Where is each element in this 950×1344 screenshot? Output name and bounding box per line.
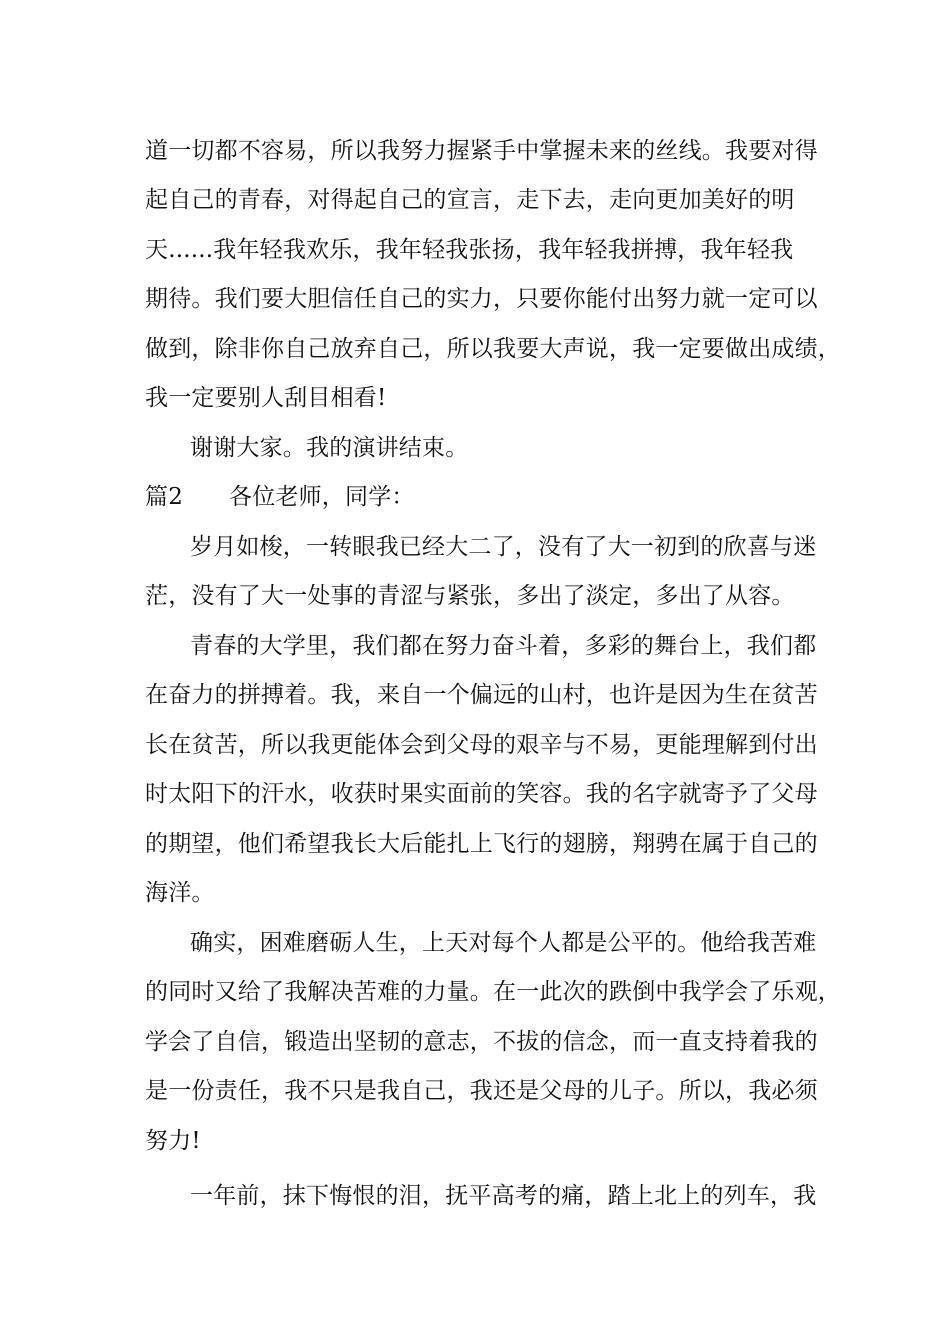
text-line: 我一定要别人刮目相看!	[145, 385, 387, 411]
section-heading-text: 各位老师，同学：	[229, 484, 415, 510]
text-line: 做到，除非你自己放弃自己，所以我要大声说，我一定要做出成绩，	[145, 336, 841, 362]
paragraph-start-line: 确实，困难磨砺人生，上天对每个人都是公平的。他给我苦难	[190, 930, 817, 956]
text-line: 的同时又给了我解决苦难的力量。在一此次的跌倒中我学会了乐观，	[145, 979, 841, 1005]
text-line: 起自己的青春，对得起自己的宣言，走下去，走向更加美好的明	[145, 187, 795, 213]
section-heading-label: 篇2	[145, 484, 184, 510]
text-line: 天......我年轻我欢乐，我年轻我张扬，我年轻我拼搏，我年轻我	[145, 237, 794, 263]
text-line: 的期望，他们希望我长大后能扎上飞行的翅膀，翔骋在属于自己的	[145, 831, 818, 857]
text-line: 长在贫苦，所以我更能体会到父母的艰辛与不易，更能理解到付出	[145, 732, 818, 758]
text-line: 期待。我们要大胆信任自己的实力，只要你能付出努力就一定可以	[145, 286, 818, 312]
text-line: 道一切都不容易，所以我努力握紧手中掌握未来的丝线。我要对得	[145, 138, 818, 164]
text-line: 时太阳下的汗水，收获时果实面前的笑容。我的名字就寄予了父母	[145, 781, 818, 807]
text-line: 在奋力的拼搏着。我，来自一个偏远的山村，也许是因为生在贫苦	[145, 682, 818, 708]
text-line: 努力!	[145, 1128, 201, 1154]
text-line: 茫，没有了大一处事的青涩与紧张，多出了淡定，多出了从容。	[145, 583, 795, 609]
paragraph-start-line: 谢谢大家。我的演讲结束。	[190, 435, 469, 461]
paragraph-start-line: 青春的大学里，我们都在努力奋斗着，多彩的舞台上，我们都	[190, 633, 817, 659]
text-line: 学会了自信，锻造出坚韧的意志，不拔的信念，而一直支持着我的	[145, 1029, 818, 1055]
paragraph-start-line: 一年前，抹下悔恨的泪，抚平高考的痛，踏上北上的列车，我	[190, 1183, 817, 1209]
text-line: 海洋。	[145, 880, 215, 906]
paragraph-start-line: 岁月如梭，一转眼我已经大二了，没有了大一初到的欣喜与迷	[190, 534, 817, 560]
text-line: 是一份责任，我不只是我自己，我还是父母的儿子。所以，我必须	[145, 1078, 818, 1104]
